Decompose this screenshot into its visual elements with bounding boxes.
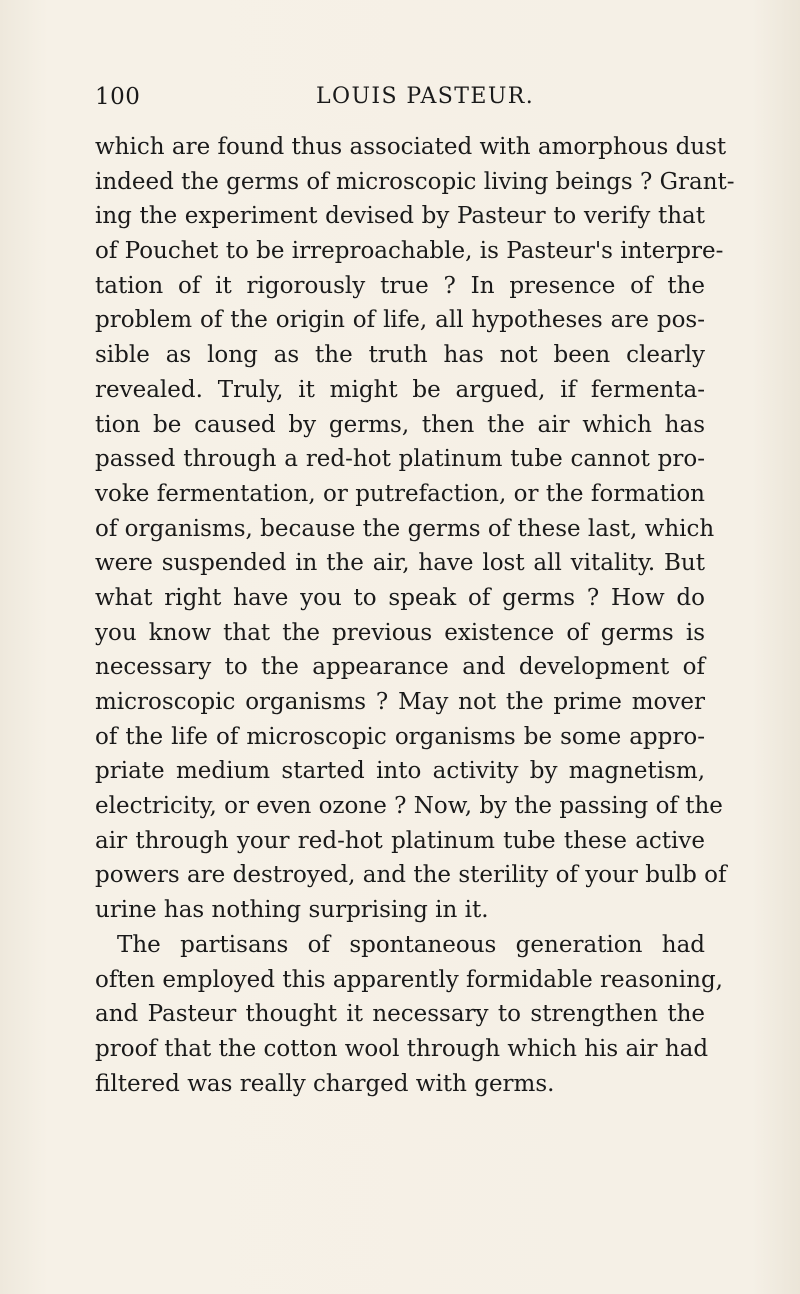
text-line: necessary to the appearance and development of (95, 654, 705, 681)
text-line: you know that the previous existence of germs is (95, 619, 705, 646)
text-line: passed through a red-hot platinum tube cannot pro- (95, 446, 705, 473)
text-line: often employed this apparently formidable reasoning, (95, 966, 723, 993)
text-line: sible as long as the truth has not been clearly (95, 342, 705, 369)
running-title: LOUIS PASTEUR. (316, 84, 535, 109)
text-line: which are found thus associated with amorphous dust (95, 134, 727, 160)
text-line: ing the experiment devised by Pasteur to verify that (95, 203, 705, 230)
text-line: what right have you to speak of germs ? How do (95, 584, 705, 611)
text-line: tation of it rigorously true ? In presence of the (95, 272, 705, 299)
text-line: of the life of microscopic organisms be some appro- (95, 723, 705, 750)
text-line: powers are destroyed, and the sterility of your bulb of (95, 862, 727, 889)
text-line: problem of the origin of life, all hypotheses are pos- (95, 307, 705, 334)
paragraph-start-line: The partisans of spontaneous generation had (117, 931, 705, 958)
text-line: tion be caused by germs, then the air which has (95, 411, 705, 438)
text-line: voke fermentation, or putrefaction, or the formation (95, 480, 705, 507)
page-header (95, 84, 705, 120)
text-line: revealed. Truly, it might be argued, if fermenta- (95, 376, 705, 403)
paragraph-end-line: urine has nothing surprising in it. (95, 897, 489, 924)
text-line: were suspended in the air, have lost all vitality. But (95, 550, 705, 577)
text-line: of Pouchet to be irreproachable, is Pasteur's interpre- (95, 238, 724, 265)
text-line: electricity, or even ozone ? Now, by the passing of the (95, 793, 723, 820)
text-line: indeed the germs of microscopic living beings ? Grant- (95, 168, 735, 195)
body-text (95, 130, 735, 1101)
paragraph-end-line: filtered was really charged with germs. (95, 1070, 555, 1097)
text-line: proof that the cotton wool through which his air had (95, 1035, 709, 1062)
text-line: air through your red-hot platinum tube these active (95, 827, 705, 854)
text-line: priate medium started into activity by magnetism, (95, 758, 705, 785)
text-line: of organisms, because the germs of these last, which (95, 515, 715, 542)
page-number: 100 (95, 84, 141, 110)
text-line: microscopic organisms ? May not the prime mover (95, 689, 705, 715)
text-line: and Pasteur thought it necessary to strengthen the (95, 1001, 705, 1028)
